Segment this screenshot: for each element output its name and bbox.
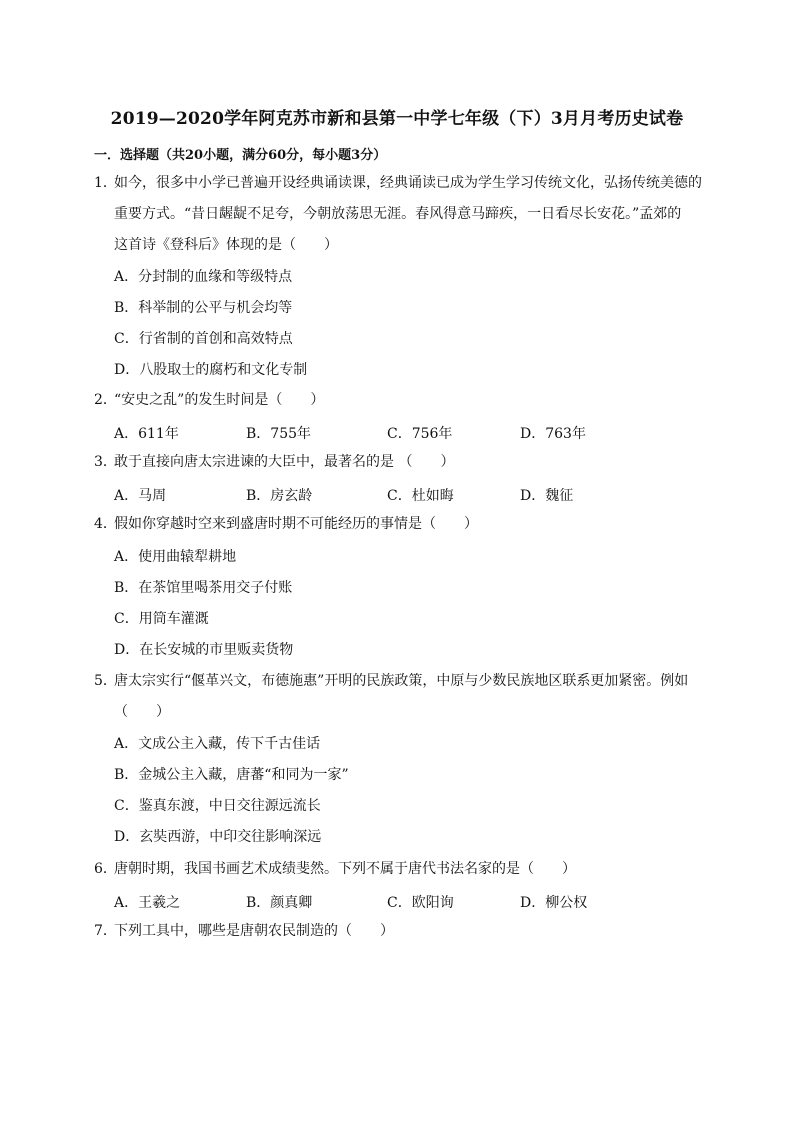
question-text: “安史之乱”的发生时间是（ ） [114, 392, 325, 408]
question-text: 重要方式。“昔日龌龊不足夸，今朝放荡思无涯。春风得意马蹄疾，一日看尽长安花。”孟郊的 [114, 206, 682, 222]
question-3 [94, 447, 704, 478]
option-b[interactable]: B．房玄龄 [246, 488, 313, 504]
option-c[interactable]: C．杜如晦 [387, 488, 454, 504]
option-d[interactable]: D．柳公权 [520, 895, 588, 911]
question-number: 5． [94, 673, 117, 689]
question-text: （ ） [114, 704, 170, 720]
question-6 [94, 854, 704, 885]
question-number: 1． [94, 175, 117, 191]
option-b[interactable]: B．755年 [246, 426, 312, 442]
option-b[interactable]: B．颜真卿 [246, 895, 313, 911]
question-text: 唐太宗实行“偃革兴文，布德施惠”开明的民族政策，中原与少数民族地区联系更加紧密。例如 [114, 673, 689, 689]
option-d[interactable]: D．八股取士的腐朽和文化专制 [114, 362, 308, 378]
option-d[interactable]: D．在长安城的市里贩卖货物 [114, 642, 294, 658]
question-number: 3． [94, 454, 117, 470]
option-a[interactable]: A．马周 [114, 488, 167, 504]
option-c[interactable]: C．用筒车灌溉 [114, 611, 209, 627]
option-c[interactable]: C．鉴真东渡，中日交往源远流长 [114, 798, 321, 814]
option-a[interactable]: A．王羲之 [114, 895, 181, 911]
question-number: 6． [94, 861, 117, 877]
question-text: 敢于直接向唐太宗进谏的大臣中，最著名的是 （ ） [114, 454, 455, 470]
option-b[interactable]: B．在茶馆里喝茶用交子付账 [114, 580, 293, 596]
section-heading: 一．选择题（共20小题，满分60分，每小题3分） [94, 148, 387, 163]
question-text: 如今，很多中小学已普遍开设经典诵读课，经典诵读已成为学生学习传统文化，弘扬传统美德的 [114, 175, 702, 191]
option-b[interactable]: B．金城公主入藏，唐蕃“和同为一家” [114, 767, 349, 783]
question-text: 这首诗《登科后》体现的是（ ） [114, 237, 338, 253]
question-text: 假如你穿越时空来到盛唐时期不可能经历的事情是（ ） [114, 516, 478, 532]
option-a[interactable]: A．使用曲辕犁耕地 [114, 549, 237, 565]
question-2 [94, 385, 704, 416]
page-title: 2019—2020学年阿克苏市新和县第一中学七年级（下）3月月考历史试卷 [110, 109, 684, 129]
question-5 [94, 666, 704, 728]
option-c[interactable]: C．欧阳询 [387, 895, 454, 911]
option-a[interactable]: A．文成公主入藏，传下千古佳话 [114, 736, 321, 752]
option-c[interactable]: C．756年 [387, 426, 453, 442]
option-a[interactable]: A．611年 [114, 426, 179, 442]
question-number: 7． [94, 923, 117, 939]
question-4 [94, 509, 704, 540]
option-c[interactable]: C．行省制的首创和高效特点 [114, 331, 293, 347]
option-d[interactable]: D．魏征 [520, 488, 574, 504]
question-number: 2． [94, 392, 117, 408]
question-text: 下列工具中，哪些是唐朝农民制造的（ ） [114, 923, 394, 939]
option-a[interactable]: A．分封制的血缘和等级特点 [114, 269, 293, 285]
question-7 [94, 916, 704, 947]
question-1 [94, 168, 704, 261]
option-b[interactable]: B．科举制的公平与机会均等 [114, 300, 293, 316]
option-d[interactable]: D．763年 [520, 426, 586, 442]
option-d[interactable]: D．玄奘西游，中印交往影响深远 [114, 829, 322, 845]
question-text: 唐朝时期，我国书画艺术成绩斐然。下列不属于唐代书法名家的是（ ） [114, 861, 576, 877]
question-number: 4． [94, 516, 117, 532]
